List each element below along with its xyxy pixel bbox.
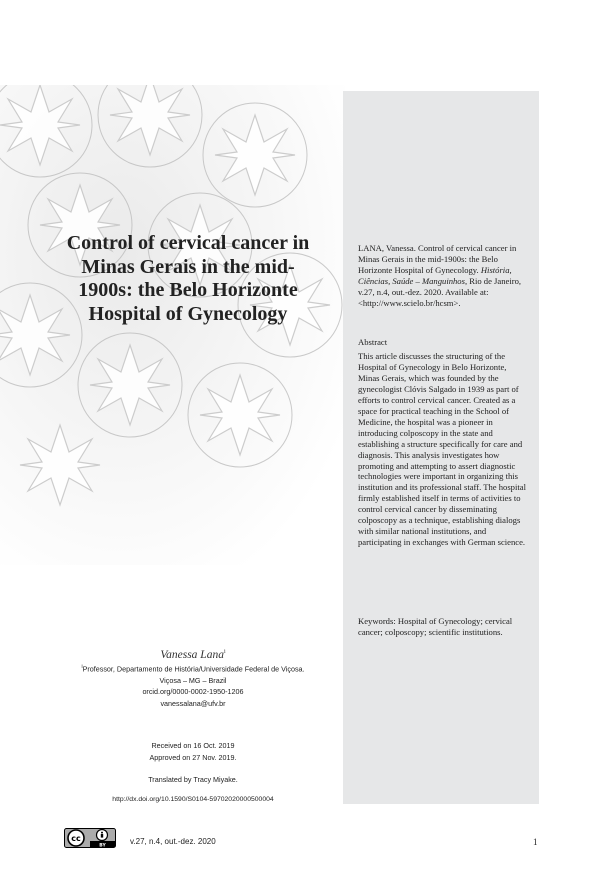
approved-date: Approved on 27 Nov. 2019. [149,752,237,762]
affiliation-text: Professor, Departamento de História/Universidade Federal de Viçosa. [82,664,305,674]
affiliation-marker: i [81,663,83,670]
citation-journal: História, Ciências, Saúde – Manguinhos [358,265,512,286]
author-orcid[interactable]: orcid.org/0000-0002-1950-1206 [142,687,244,697]
author-marker: i [223,649,226,655]
abstract-text: This article discusses the structuring of the Hospital of Gynecology in Belo Horizonte, Minas Gerais, which was founded by the gynecologist Clóvis Salgado in 1939 as part of efforts to control cervical cancer. Created as a space for practical teaching in the School of Medicine, the hospital was a pioneer in introducing colposcopy in the state and establishing a structure specifically for care and diagnosis. This analysis investigates how promoting and attempting to assert diagnostic technologies were important in organizing this institution and its professional staff. The hospital firmly established itself in terms of activities to control cervical cancer by disseminating colposcopy as a technique, establishing dialogs with similar national institutions, and participating in exchanges with German science. [358,351,526,548]
received-date: Received on 16 Oct. 2019 [151,741,235,750]
translation-credit: Translated by Tracy Miyake. [148,775,238,784]
dates-block [60,740,326,763]
citation [358,243,528,309]
citation-lead: LANA, Vanessa. Control of cervical cancer in Minas Gerais in the mid-1900s: the Belo Horizonte Hospital of Gynecology. [358,243,517,275]
doi-link[interactable]: http://dx.doi.org/10.1590/S0104-59702020000500004 [112,796,274,803]
cc-by-license-icon[interactable] [64,828,116,848]
keywords: Keywords: Hospital of Gynecology; cervical cancer; colposcopy; scientific institutions. [358,616,513,637]
abstract-heading: Abstract [358,337,388,347]
by-text: BY [99,843,106,848]
author-block [60,645,326,710]
author-name-text: Vanessa Lana [160,648,224,661]
author-name [60,645,326,662]
page-number: 1 [533,837,538,847]
author-affiliation [60,662,326,675]
author-location: Viçosa – MG – Brazil [159,675,227,685]
author-email[interactable]: vanessalana@ufv.br [160,699,226,708]
article-title: Control of cervical cancer in Minas Gerais in the mid-1900s: the Belo Horizonte Hospital of Gynecology [66,232,310,325]
cc-text: cc [71,834,81,843]
footer-volume: v.27, n.4, out.-dez. 2020 [130,837,216,846]
citation-tail: , Rio de Janeiro, v.27, n.4, out.-dez. 2020. Available at: <http://www.scielo.br/hcsm>. [358,276,522,308]
